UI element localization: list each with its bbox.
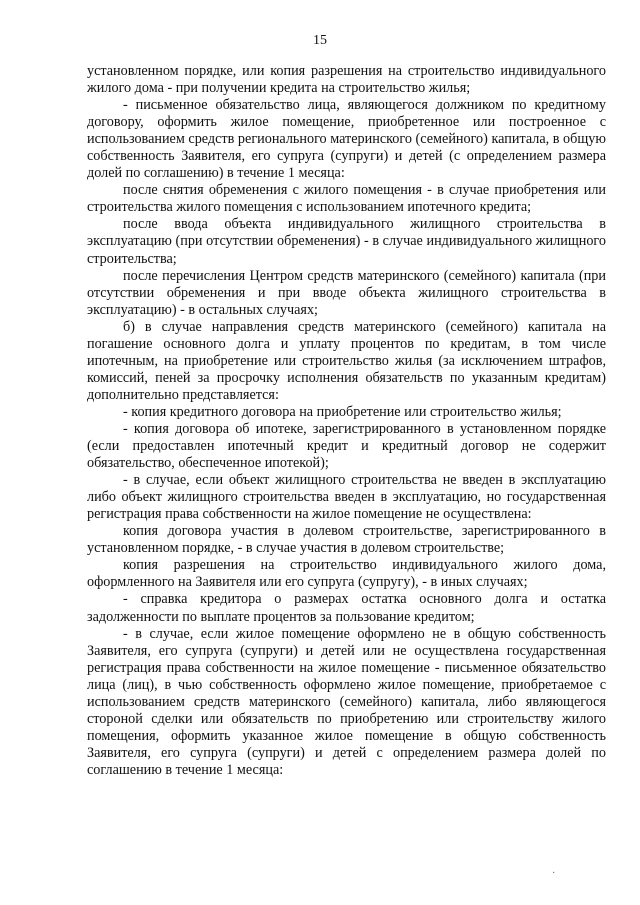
paragraph: после снятия обременения с жилого помещения - в случае приобретения или строительства жилого помещения с использованием ипотечного кредита;	[87, 182, 606, 216]
paragraph: б) в случае направления средств материнского (семейного) капитала на погашение основного долга и уплату процентов по кредитам, в том числе ипотечным, на приобретение или строительство жилья (за исключением штрафов, комиссий, пеней за просрочку исполнения обязательств по указанным кредитам) дополнительно представляется:	[87, 318, 606, 403]
paragraph: - в случае, если объект жилищного строительства не введен в эксплуатацию либо объект жилищного строительства введен в эксплуатацию, но государственная регистрация права собственности на жилое помещение не осуществлена:	[87, 472, 606, 523]
paragraph: - справка кредитора о размерах остатка основного долга и остатка задолженности по выплате процентов за пользование кредитом;	[87, 591, 606, 625]
paragraph: - копия договора об ипотеке, зарегистрированного в установленном порядке (если предоставлен ипотечный кредит и кредитный договор не содержит обязательство, обеспеченное ипотекой);	[87, 420, 606, 472]
document-body	[87, 63, 606, 779]
paragraph: копия договора участия в долевом строительстве, зарегистрированного в установленном порядке, - в случае участия в долевом строительстве;	[87, 523, 606, 557]
paragraph: - в случае, если жилое помещение оформлено не в общую собственность Заявителя, его супруга (супруги) и детей или не осуществлена государственная регистрация права собственности на жилое помещение - письменное обязательство лица (лиц), в чью собственность оформлено жилое помещение, приобретаемое с использованием средств материнского (семейного) капитала, либо являющегося стороной сделки или обязательств по приобретению или строительству жилого помещения, оформить указанное жилое помещение в общую собственность Заявителя, его супруга (супруги) и детей с определением размера долей по соглашению в течение 1 месяца:	[87, 625, 606, 778]
page-number: 15	[313, 33, 327, 48]
paragraph: после перечисления Центром средств материнского (семейного) капитала (при отсутствии обременения и при вводе объекта жилищного строительства в эксплуатацию) - в остальных случаях;	[87, 267, 606, 318]
paragraph: после ввода объекта индивидуального жилищного строительства в эксплуатацию (при отсутствии обременения) - в случае индивидуального жилищного строительства;	[87, 216, 606, 267]
paragraph: - копия кредитного договора на приобретение или строительство жилья;	[123, 403, 562, 420]
paragraph: копия разрешения на строительство индивидуального жилого дома, оформленного на Заявителя или его супруга (супругу), - в иных случаях;	[87, 557, 606, 591]
scan-mark: ·	[552, 868, 556, 879]
paragraph: - письменное обязательство лица, являющегося должником по кредитному договору, оформить жилое помещение, приобретенное или построенное с использованием средств регионального материнского (семейного) капитала, в общую собственность Заявителя, его супруга (супруги) и детей (с определением размера долей по соглашению) в течение 1 месяца:	[87, 97, 606, 182]
paragraph: установленном порядке, или копия разрешения на строительство индивидуального жилого дома - при получении кредита на строительство жилья;	[87, 63, 606, 97]
